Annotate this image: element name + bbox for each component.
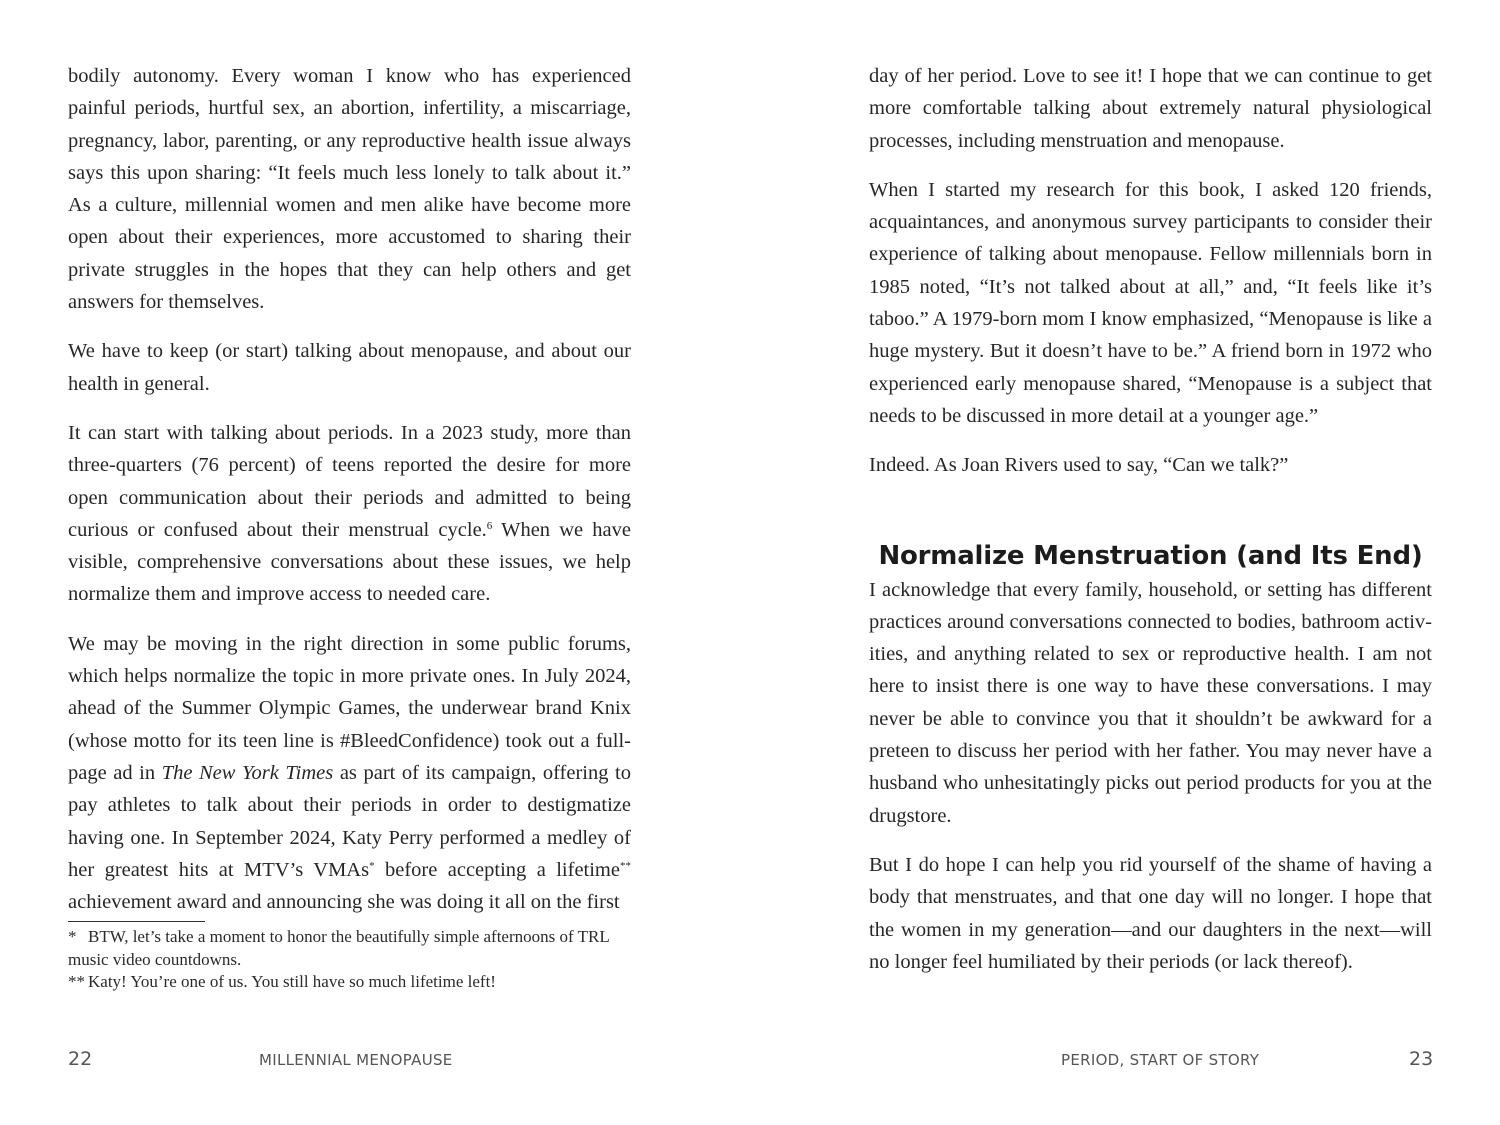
body-paragraph [68,628,631,919]
right-page [750,0,1500,1125]
footnote-text: Katy! You’re one of us. You still have so much lifetime left! [88,972,496,991]
section-heading: Normalize Menstruation (and Its End) [878,540,1423,571]
page-number: 23 [1409,1048,1434,1070]
body-paragraph [68,417,631,611]
footnotes [68,926,631,994]
running-head: PERIOD, START OF STORY [1061,1051,1260,1069]
left-page-body [68,60,631,935]
footnote [68,926,631,971]
paragraph-text: as part of its campaign, offering to pay athletes to talk about their periods in order to destigmatize having one. In September 2024, Katy Perry performed a medley of her greatest hits at MTV’s VMAs [68,761,632,881]
footnote-marker: ** [619,859,631,872]
right-page-body [869,60,1432,995]
footnote-text: BTW, let’s take a moment to honor the beautifully simple afternoons of TRL music video countdowns. [68,927,610,969]
body-paragraph: I acknowledge that every family, household, or setting has different practices around conversations connected to bodies, bathroom activ-ities, and anything related to sex or reproductive health. I am not here to insist there is one way to have these conversations. I may never be able to convince you that it shouldn’t be awkward for a preteen to discuss her period with her father. You may never have a husband who unhesitatingly picks out period products for you at the drugstore. [869,578,1432,827]
body-paragraph: bodily autonomy. Every woman I know who has experienced painful periods, hurtful sex, an abortion, infertility, a miscarriage, pregnancy, labor, parenting, or any reproductive health issue always says this upon sharing: “It feels much less lonely to talk about it.” As a culture, millennial women and men alike have become more open about their experiences, more accustomed to sharing their private struggles in the hopes that they can help others and get answers for themselves. [68,65,631,314]
footnote [68,971,631,994]
paragraph-text: It can start with talking about periods. In a 2023 study, more than three-quarters (76 percent) of teens reported the desire for more open communication about their periods and admitted to being curious or confused about their menstrual cycle. [68,421,631,541]
running-head: MILLENNIAL MENOPAUSE [259,1051,453,1069]
body-paragraph: We have to keep (or start) talking about menopause, and about our health in general. [68,340,631,395]
paragraph-text: achievement award and announcing she was doing it all on the first [68,891,620,914]
publication-title: The New York Times [161,761,334,784]
footnote-marker: * [369,859,375,872]
paragraph-text: before accepting a lifetime [374,858,620,881]
page-number: 22 [68,1048,93,1070]
footnote-divider [68,921,205,922]
body-paragraph: But I do hope I can help you rid yourself of the shame of having a body that menstruates, and that one day will no longer. I hope that the women in my generation—and our daughters in the next—will no longer feel humiliated by their periods (or lack thereof). [869,853,1432,973]
paragraph-text: When we have visible, comprehensive conversations about these issues, we help normalize them and improve access to needed care. [68,518,631,606]
paragraph-text: We may be moving in the right direction in some public forums, which helps normalize the topic in more private ones. In July 2024, ahead of the Summer Olympic Games, the underwear brand Knix (whose motto for its teen line is #BleedConfidence) took out a full-page ad in [68,632,631,784]
footnote-mark: * [68,927,77,946]
body-paragraph: When I started my research for this book, I asked 120 friends, acquaintances, and anonymous survey participants to consider their experience of talking about menopause. Fellow millennials born in 1985 noted, “It’s not talked about at all,” and, “It feels like it’s taboo.” A 1979-born mom I know emphasized, “Menopause is like a huge mystery. But it doesn’t have to be.” A friend born in 1972 who experienced early menopause shared, “Menopause is a subject that needs to be discussed in more detail at a younger age.” [869,178,1432,427]
footnote-mark: ** [68,972,85,991]
endnote-reference: 6 [486,519,493,532]
body-paragraph: Indeed. As Joan Rivers used to say, “Can we talk?” [869,454,1289,477]
body-paragraph: day of her period. Love to see it! I hope that we can continue to get more comfortable talking about extremely natural physiological processes, including menstruation and menopause. [869,65,1432,152]
